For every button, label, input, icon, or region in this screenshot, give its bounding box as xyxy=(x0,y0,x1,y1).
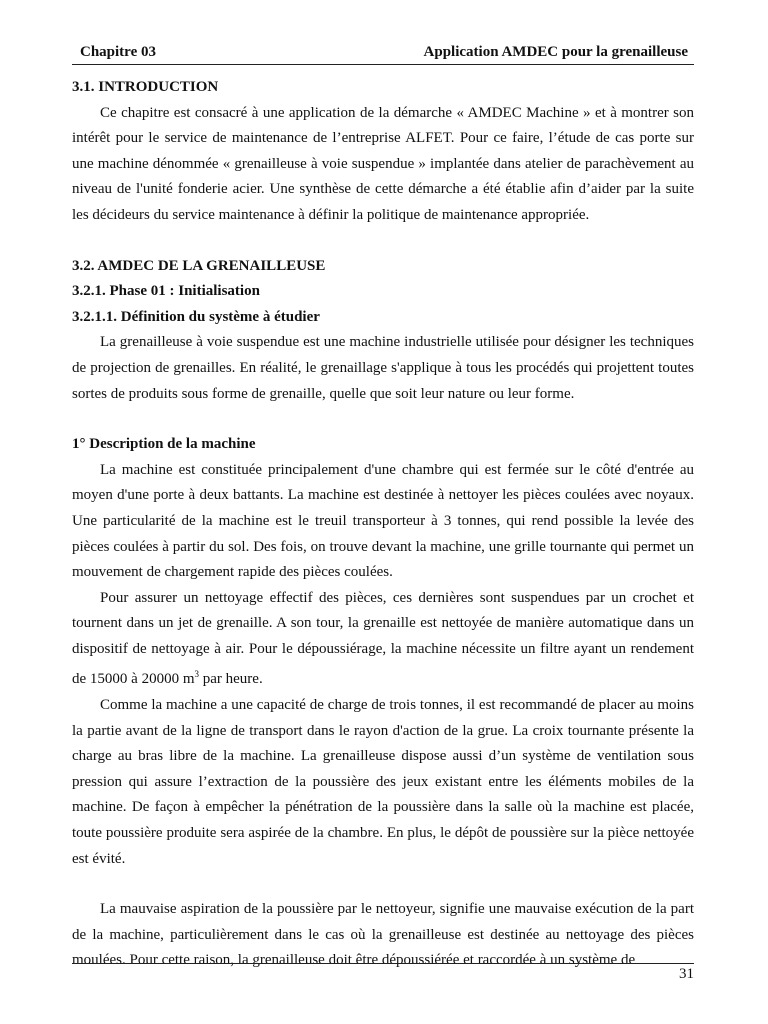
page-header xyxy=(72,42,694,65)
spacer xyxy=(72,407,694,432)
section-heading-amdec: 3.2. AMDEC DE LA GRENAILLEUSE xyxy=(72,257,326,274)
page-number: 31 xyxy=(679,966,694,982)
chapter-label: Chapitre 03 xyxy=(80,44,156,60)
paragraph-description-2-end: par heure. xyxy=(198,671,263,688)
paragraph-description-2 xyxy=(72,586,694,693)
spacer xyxy=(72,229,694,254)
page-body xyxy=(72,75,694,974)
paragraph-description-1: La machine est constituée principalement d'une chambre qui est fermée sur le côté d'entrée au moyen d'une porte à deux battants. La machine est destinée à nettoyer les pièces coulées avec noyaux. Une particularité de la machine est le treuil transporteur à 3 tonnes, qui rend possible la levée des pièces coulées à partir du sol. Des fois, on trouve devant la machine, une grille tournante qui permet un mouvement de chargement rapide des pièces coulées. xyxy=(72,461,694,581)
superscript-cube: 3 xyxy=(194,669,199,680)
paragraph-definition: La grenailleuse à voie suspendue est une machine industrielle utilisée pour désigner les techniques de projection de grenailles. En réalité, le grenaillage s'applique à tous les procédés qui projettent toutes sortes de produits sous forme de grenaille, quelle que soit leur nature ou leur forme. xyxy=(72,334,694,402)
heading-description-machine: 1° Description de la machine xyxy=(72,436,256,453)
subsubsection-heading-definition: 3.2.1.1. Définition du système à étudier xyxy=(72,308,320,325)
subsection-heading-phase: 3.2.1. Phase 01 : Initialisation xyxy=(72,283,260,300)
spacer xyxy=(72,872,694,897)
paragraph-description-4: La mauvaise aspiration de la poussière par le nettoyeur, signifie une mauvaise exécution de la part de la machine, particulièrement dans le cas où la grenailleuse est destinée au nettoyage des pièces moulées. Pour cette raison, la grenailleuse doit être dépoussiérée et raccordée à un système de xyxy=(72,901,694,969)
paragraph-description-3: Comme la machine a une capacité de charge de trois tonnes, il est recommandé de placer au moins la partie avant de la ligne de transport dans le rayon d'action de la grue. La croix tournante présente la charge au bras libre de la machine. La grenailleuse dispose aussi d’un système de ventilation sous pression qui assure l’extraction de la poussière des jeux existant entre les éléments mobiles de la machine. De façon à empêcher la pénétration de la poussière dans la salle où la machine est placée, toute poussière produite sera aspirée de la chambre. En plus, le dépôt de poussière sur la pièce nettoyée est évité. xyxy=(72,697,694,867)
paragraph-introduction: Ce chapitre est consacré à une application de la démarche « AMDEC Machine » et à montrer son intérêt pour le service de maintenance de l’entreprise ALFET. Pour ce faire, l’étude de cas porte sur une machine dénommée « grenailleuse à voie suspendue » implantée dans atelier de parachèvement au niveau de l'unité fonderie acier. Une synthèse de cette démarche a été établie afin d’aider par la suite les décideurs du service maintenance à définir la politique de maintenance appropriée. xyxy=(72,104,694,223)
footer-rule xyxy=(72,963,694,964)
paragraph-description-2-text: Pour assurer un nettoyage effectif des pièces, ces dernières sont suspendues par un crochet et tournent dans un jet de grenaille. A son tour, la grenaille est nettoyée de manière automatique dans un dispositif de nettoyage à air. Pour le dépoussiérage, la machine nécessite un filtre ayant un rendement de 15000 à 20000 m xyxy=(72,589,694,688)
section-heading-introduction: 3.1. INTRODUCTION xyxy=(72,79,219,95)
chapter-title: Application AMDEC pour la grenailleuse xyxy=(423,44,688,60)
